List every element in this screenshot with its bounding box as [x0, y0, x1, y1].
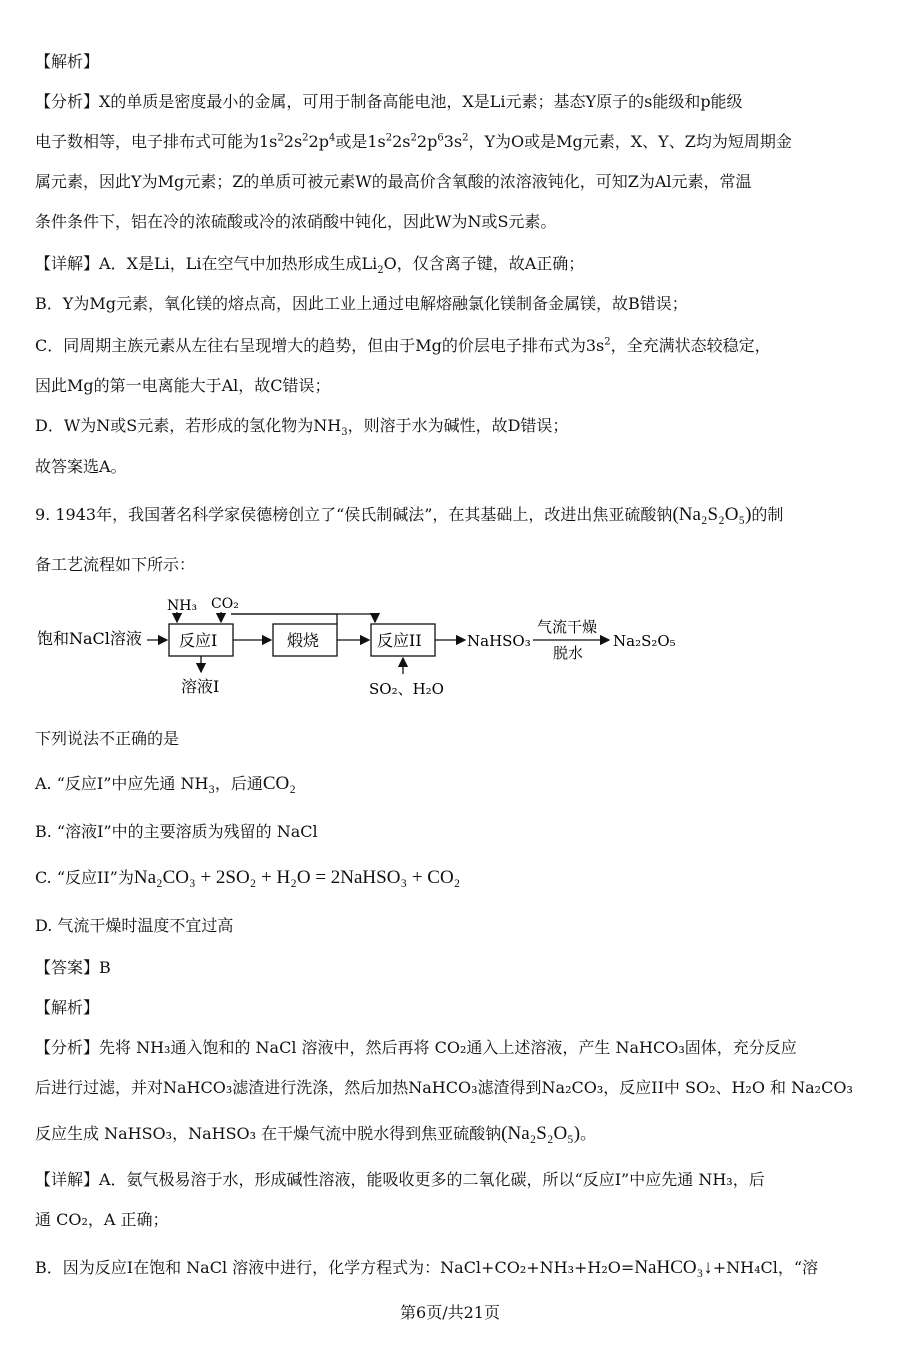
fenxi-line-3: 属元素，因此Y为Mg元素；Z的单质可被元素W的最高价含氧酸的浓溶液钝化，可知Z为Al元素，常温 — [35, 172, 752, 191]
page-footer: 第6页/共21页 — [400, 1303, 500, 1322]
reaction-2-label: 反应II — [377, 631, 422, 650]
q9-xiangjie-a-2: 通 CO₂，A 正确； — [35, 1210, 169, 1229]
nahso3-label: NaHSO₃ — [467, 632, 531, 650]
option-d: D. 气流干燥时温度不宜过高 — [35, 916, 234, 935]
q9-fenxi-3: 反应生成 NaHSO₃，NaHSO₃ 在干燥气流中脱水得到焦亚硫酸钠(Na₂S₂O₅)。 — [35, 1123, 597, 1144]
q9-fenxi-1: 【分析】先将 NH₃通入饱和的 NaCl 溶液中，然后再将 CO₂通入上述溶液，产生 NaHCO₃固体，充分反应 — [35, 1038, 797, 1057]
fenxi-line-2: 电子数相等，电子排布式可能为$1s^22s^22p^4$或是$1s^22s^22p^63s^2$，Y为O或是Mg元素，X、Y、Z均为短周期金 — [35, 132, 792, 151]
drying-condition: 气流干燥 — [537, 618, 598, 636]
xiangjie-c-1: C．同周期主族元素从左往右呈现增大的趋势，但由于Mg的价层电子排布式为$3s^2$，全充满状态较稳定， — [35, 336, 771, 355]
input-saturated-nacl: 饱和NaCl溶液 — [37, 629, 142, 648]
q9-stem-2: 备工艺流程如下所示： — [35, 555, 196, 574]
q9-answer: 【答案】B — [35, 958, 111, 977]
jiexi-heading: 【解析】 — [35, 52, 100, 71]
process-flow-diagram — [35, 592, 695, 707]
option-c: C. “反应II”为Na₂CO₃ + 2SO₂ + H₂O = 2NaHSO₃ + CO₂ — [35, 867, 461, 888]
xiangjie-label: 【详解】 — [35, 254, 100, 273]
option-b: B. “溶液I”中的主要溶质为残留的 NaCl — [35, 822, 318, 841]
q8-answer: 故答案选A。 — [35, 457, 127, 476]
xiangjie-c-2: 因此Mg的第一电离能大于Al，故C错误； — [35, 376, 331, 395]
xiangjie-d: D．W为N或S元素，若形成的氢化物为$NH_3$，则溶于水为碱性，故D错误； — [35, 416, 569, 439]
nh3-label: NH₃ — [167, 598, 198, 614]
q9-stem-1: 9. 1943年，我国著名科学家侯德榜创立了“侯氏制碱法”，在其基础上，改进出焦亚硫酸钠(Na₂S₂O₅)的制 — [35, 504, 784, 525]
co2-label: CO₂ — [211, 596, 239, 612]
q9-fenxi-2: 后进行过滤，并对NaHCO₃滤渣进行洗涤，然后加热NaHCO₃滤渣得到Na₂CO₃，反应II中 SO₂、H₂O 和 Na₂CO₃ — [35, 1078, 853, 1097]
q9-xiangjie-b-1: B．因为反应I在饱和 NaCl 溶液中进行，化学方程式为：NaCl+CO₂+NH₃+H₂O=NaHCO₃↓+NH₄Cl，“溶 — [35, 1257, 819, 1278]
so2-h2o-label: SO₂、H₂O — [369, 680, 444, 698]
na2s2o5-label: Na₂S₂O₅ — [613, 632, 676, 650]
q9-jiexi-heading: 【解析】 — [35, 998, 100, 1017]
q9-question: 下列说法不正确的是 — [35, 729, 180, 748]
fenxi-label: 【分析】 — [35, 92, 100, 111]
xiangjie-a: 【详解】A．X是Li，Li在空气中加热形成生成$Li_2O$，仅含离子键，故A正确； — [35, 254, 585, 277]
fenxi-line-4: 条件条件下，铝在冷的浓硫酸或冷的浓硝酸中钝化，因此W为N或S元素。 — [35, 212, 557, 231]
option-a: A. “反应I”中应先通 $NH_3$，后通CO₂ — [35, 773, 296, 797]
dehydration-condition: 脱水 — [553, 644, 584, 662]
q9-xiangjie-a-1: 【详解】A．氨气极易溶于水，形成碱性溶液，能吸收更多的二氧化碳，所以“反应I”中应先通 NH₃，后 — [35, 1170, 765, 1189]
reaction-1-label: 反应I — [179, 631, 218, 650]
xiangjie-b: B．Y为Mg元素，氧化镁的熔点高，因此工业上通过电解熔融氯化镁制备金属镁，故B错误； — [35, 294, 688, 313]
calcination-label: 煅烧 — [287, 631, 320, 650]
fenxi-line-1: 【分析】X的单质是密度最小的金属，可用于制备高能电池，X是Li元素；基态Y原子的s能级和p能级 — [35, 92, 743, 111]
solution-1-label: 溶液I — [181, 677, 220, 696]
